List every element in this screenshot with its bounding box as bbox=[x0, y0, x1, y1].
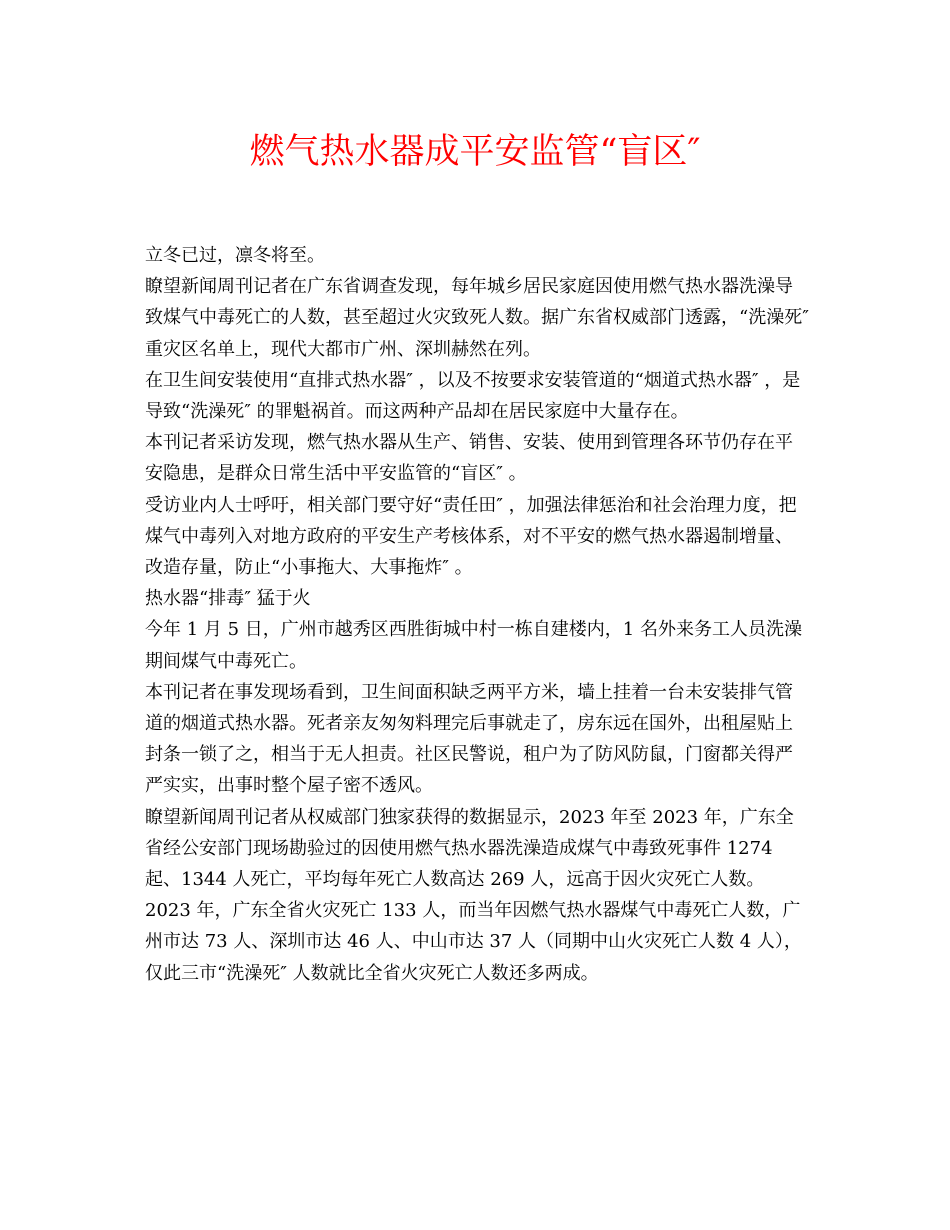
section-heading: 热水器“排毒″ 猛于火 bbox=[145, 588, 311, 610]
article-body bbox=[145, 240, 810, 989]
page-title: 燃气热水器成平安监管“盲区″ bbox=[249, 132, 701, 172]
paragraph-investigation: 瞭望新闻周刊记者在广东省调查发现，每年城乡居民家庭因使用燃气热水器洗澡导致煤气中毒死亡的人数，甚至超过火灾致死人数。据广东省权威部门透露，“洗澡死″ 重灾区名单上，现代大都市广州、深圳赫然在列。 bbox=[145, 276, 809, 360]
paragraph-intro: 立冬已过，凛冬将至。 bbox=[145, 245, 325, 266]
paragraph-comparison: 2023 年，广东全省火灾死亡 133 人，而当年因燃气热水器煤气中毒死亡人数，广州市达 73 人、深圳市达 46 人、中山市达 37 人（同期中山火灾死亡人数 4 人），仅此三市“洗澡死″ 人数就比全省火灾死亡人数还多两成。 bbox=[145, 900, 802, 984]
paragraph-safety-gaps: 本刊记者采访发现，燃气热水器从生产、销售、安装、使用到管理各环节仍存在平安隐患，是群众日常生活中平安监管的“盲区″ 。 bbox=[145, 432, 793, 485]
paragraph-scene: 本刊记者在事发现场看到，卫生间面积缺乏两平方米，墙上挂着一台未安装排气管道的烟道式热水器。死者亲友匆匆料理完后事就走了，房东远在国外，出租屋贴上封条一锁了之，相当于无人担责。社区民警说，租户为了防风防鼠，门窗都关得严严实实，出事时整个屋子密不透风。 bbox=[145, 681, 793, 797]
paragraph-appeal: 受访业内人士呼吁，相关部门要守好“责任田″ ，加强法律惩治和社会治理力度，把煤气中毒列入对地方政府的平安生产考核体系，对不平安的燃气热水器遏制增量、改造存量，防止“小事拖大、大事拖炸″ 。 bbox=[145, 494, 797, 579]
paragraph-heater-types: 在卫生间安装使用“直排式热水器″ ，以及不按要求安装管道的“烟道式热水器″ ，是导致“洗澡死″ 的罪魁祸首。而这两种产品却在居民家庭中大量存在。 bbox=[145, 369, 801, 423]
paragraph-incident: 今年 1 月 5 日，广州市越秀区西胜街城中村一栋自建楼内，1 名外来务工人员洗澡期间煤气中毒死亡。 bbox=[145, 619, 802, 672]
paragraph-statistics: 瞭望新闻周刊记者从权威部门独家获得的数据显示，2023 年至 2023 年，广东全省经公安部门现场勘验过的因使用燃气热水器洗澡造成煤气中毒致死事件 1274 起、1344 人死亡，平均每年死亡人数高达 269 人，远高于因火灾死亡人数。 bbox=[145, 806, 794, 891]
